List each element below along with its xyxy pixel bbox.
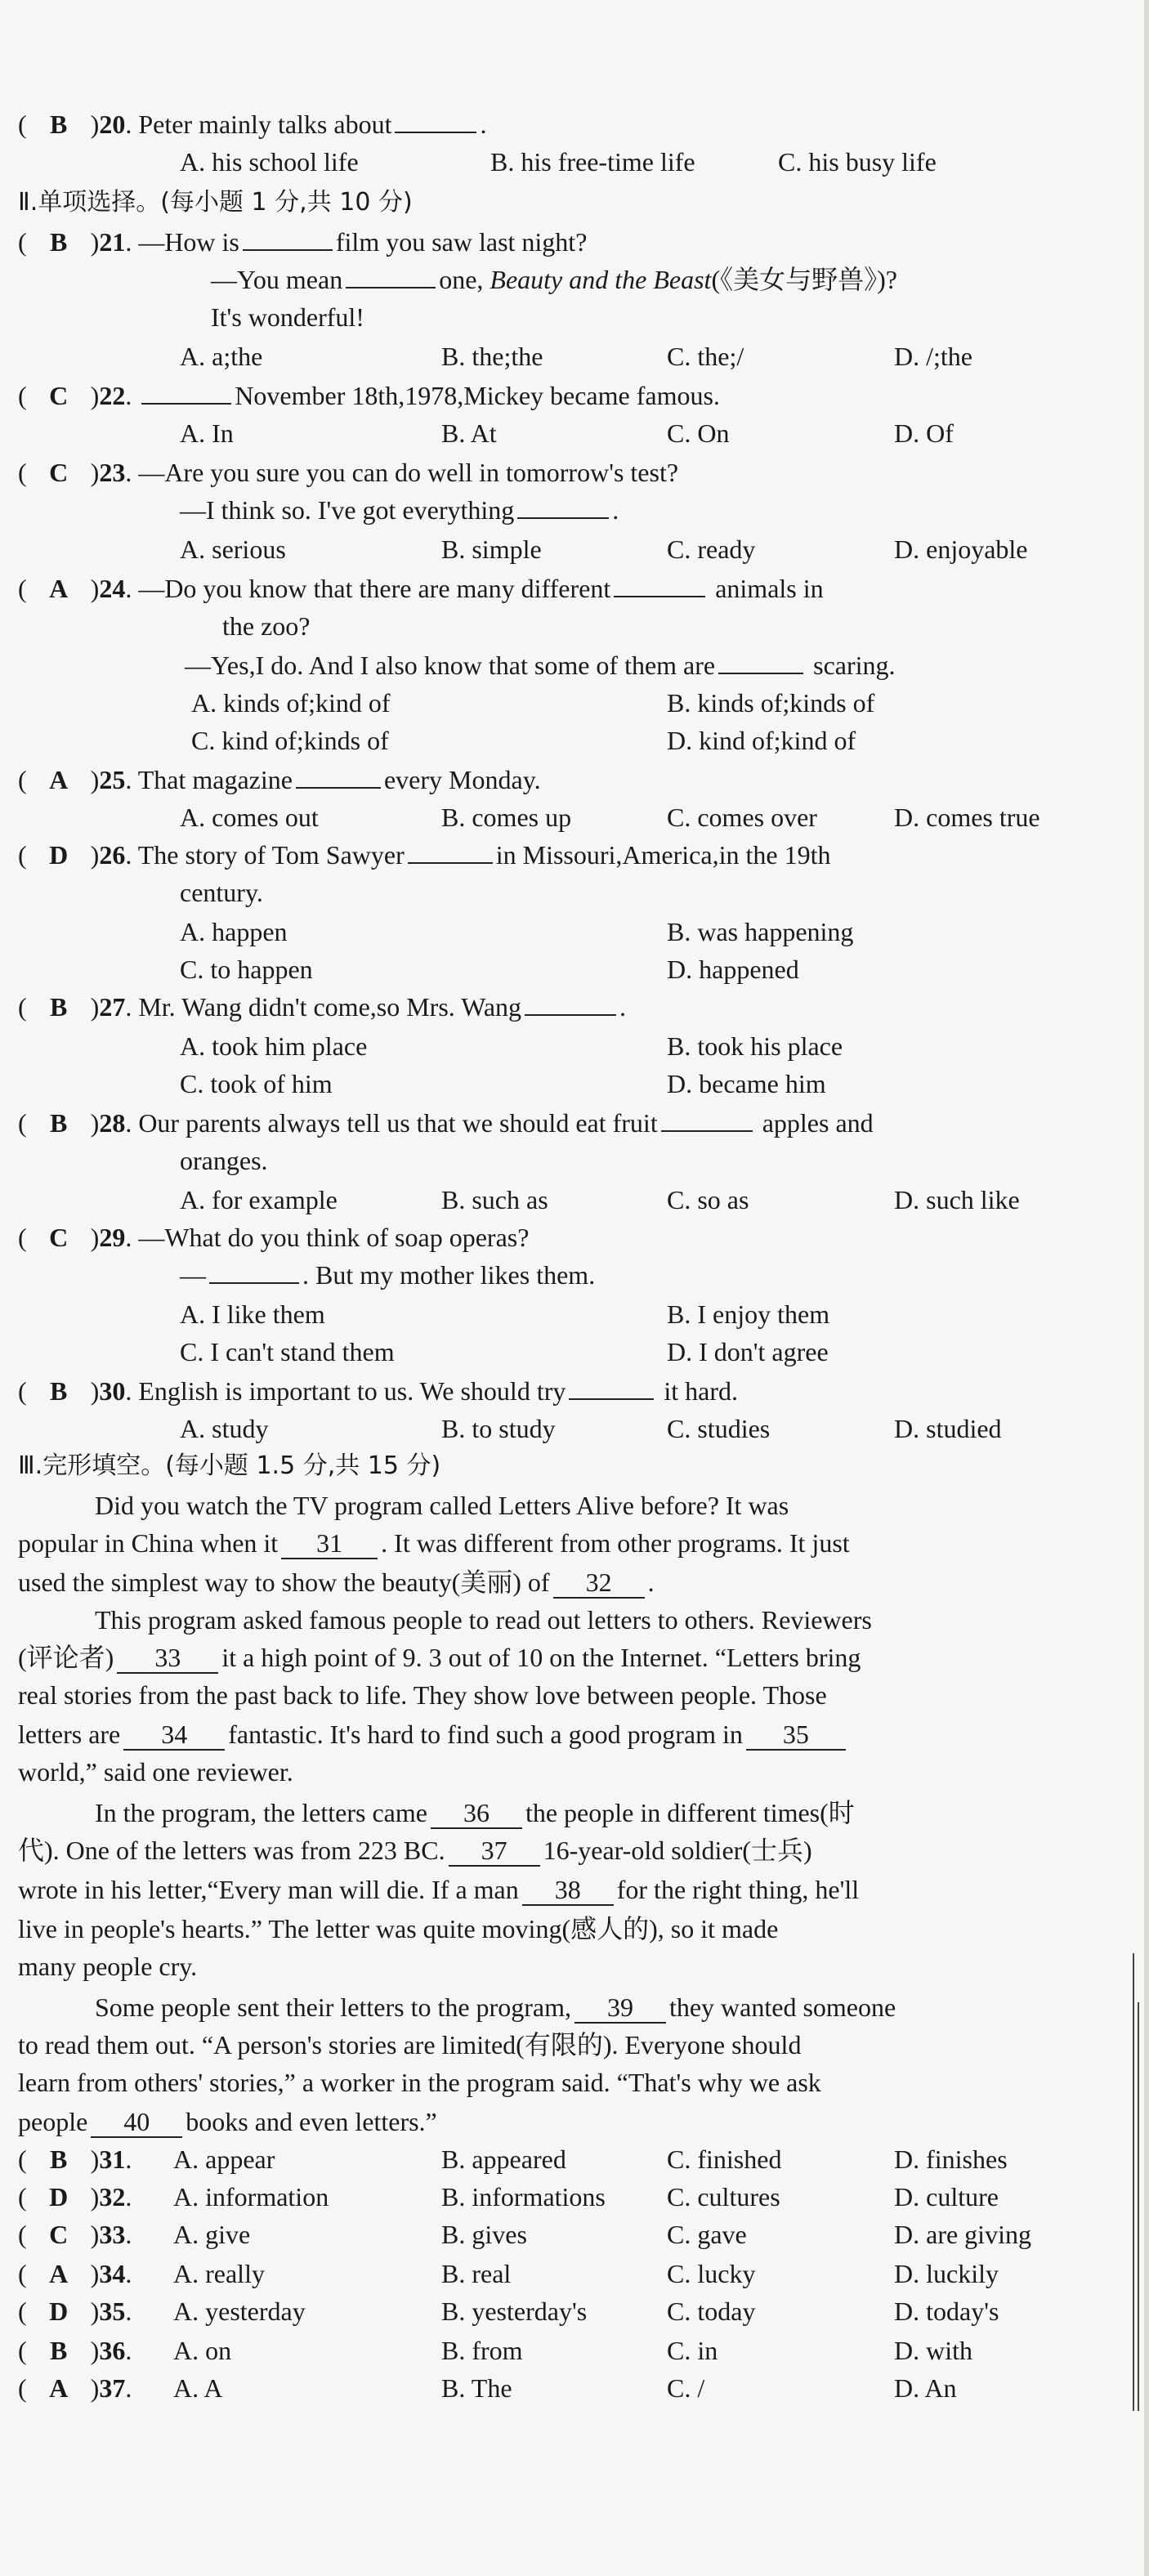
question-stem: every Monday.: [383, 765, 541, 794]
passage-line: [18, 1754, 1113, 1790]
question-number: 25: [99, 765, 126, 794]
passage-text: world,” said one reviewer.: [18, 1757, 293, 1787]
option-d: D. studied: [894, 1414, 1002, 1443]
passage-text: live in people's hearts.” The letter was quite moving(感人的), so it made: [18, 1914, 779, 1943]
passage-text: This program asked famous people to read out letters to others. Reviewers: [95, 1605, 872, 1635]
answer-blank: [209, 1258, 299, 1284]
question-stem: Our parents always tell us that we should eat fruit: [138, 1108, 658, 1138]
passage-line: [18, 1911, 1113, 1947]
dialogue-line: —You mean: [211, 265, 343, 294]
option-c: C. in: [667, 2336, 718, 2365]
option-d: D. enjoyable: [894, 534, 1028, 564]
cloze-question-36: ( B )36. A. on B. from C. in D. with: [18, 2332, 1113, 2368]
question-26: ( D )26. The story of Tom Sawyer in Missouri,America,in the 19th: [18, 837, 1113, 873]
passage-text: used the simplest way to show the beauty(美丽) of: [18, 1568, 550, 1597]
adjacent-page-frame: [1138, 2002, 1141, 2411]
option-c: C. comes over: [667, 803, 817, 832]
passage-line: [18, 1639, 1113, 1675]
question-26-line2: [18, 874, 1113, 910]
passage-text: 16-year-old soldier(士兵): [543, 1836, 812, 1865]
answer-mark: D: [49, 2182, 69, 2212]
question-number: 33: [99, 2220, 126, 2249]
cloze-blank-35: 35: [746, 1720, 846, 1751]
option-a: A. information: [173, 2182, 329, 2212]
question-number: 20: [99, 110, 126, 139]
question-20: ( B )20. Peter mainly talks about .: [18, 106, 1113, 142]
passage-text: it a high point of 9. 3 out of 10 on the Internet. “Letters bring: [221, 1643, 861, 1672]
question-stem: English is important to us. We should try: [138, 1376, 566, 1406]
question-number: 36: [99, 2336, 126, 2365]
answer-mark: B: [49, 992, 68, 1022]
answer-mark: C: [49, 381, 69, 410]
passage-text: (评论者): [18, 1643, 114, 1672]
passage-text: 代). One of the letters was from 223 BC.: [18, 1836, 445, 1865]
option-a: A. kinds of;kind of: [191, 688, 391, 718]
question-24: ( A )24. —Do you know that there are many different animals in: [18, 570, 1113, 606]
option-a: A. his school life: [180, 147, 359, 177]
dialogue-line: scaring.: [813, 651, 896, 680]
option-d: D. are giving: [894, 2220, 1031, 2249]
dialogue-line: animals in: [715, 574, 824, 603]
passage-line: [18, 1989, 1113, 2025]
passage-text: popular in China when it: [18, 1528, 279, 1558]
option-d: D. An: [894, 2373, 957, 2403]
option-a: A. study: [180, 1414, 269, 1443]
cloze-blank-38: 38: [522, 1875, 614, 1906]
answer-mark: B: [49, 110, 68, 139]
option-a: A. really: [173, 2259, 265, 2288]
passage-line: [18, 2104, 1113, 2140]
answer-mark: B: [49, 1376, 68, 1406]
question-21: ( B )21. —How is film you saw last night?: [18, 224, 1113, 260]
answer-mark: D: [49, 840, 69, 870]
option-d: D. Of: [894, 418, 954, 448]
question-number: 21: [99, 227, 126, 257]
option-a: A. a;the: [180, 342, 263, 371]
passage-line: [18, 2064, 1113, 2100]
question-21-line3: [18, 299, 1113, 335]
cloze-question-35: ( D )35. A. yesterday B. yesterday's C. today D. today's: [18, 2293, 1113, 2329]
option-c: C. cultures: [667, 2182, 780, 2212]
question-stem: oranges.: [180, 1146, 268, 1175]
option-a: A. on: [173, 2336, 232, 2365]
answer-mark: A: [49, 574, 69, 603]
question-24-line2: [18, 608, 1113, 644]
option-b: B. the;the: [441, 342, 543, 371]
question-stem: it hard.: [664, 1376, 738, 1406]
passage-text: for the right thing, he'll: [616, 1875, 860, 1904]
passage-text: wrote in his letter,“Every man will die. If a man: [18, 1875, 519, 1904]
answer-mark: A: [49, 765, 69, 794]
cloze-question-37: ( A )37. A. A B. The C. / D. An: [18, 2370, 1113, 2406]
question-stem: apples and: [762, 1108, 874, 1138]
option-d: D. today's: [894, 2296, 999, 2326]
dialogue-line: —Do you know that there are many different: [138, 574, 611, 603]
option-b: B. his free-time life: [490, 147, 695, 177]
option-b: B. from: [441, 2336, 523, 2365]
option-b: B. took his place: [667, 1031, 843, 1061]
option-c: C. so as: [667, 1185, 749, 1214]
answer-blank: [141, 378, 231, 405]
option-c: C. On: [667, 418, 730, 448]
answer-mark: A: [49, 2373, 69, 2403]
option-a: A. comes out: [180, 803, 319, 832]
question-number: 23: [99, 458, 126, 487]
question-number: 32: [99, 2182, 126, 2212]
option-b: B. was happening: [667, 917, 854, 946]
passage-line: [18, 1832, 1113, 1868]
passage-text: they wanted someone: [668, 1992, 896, 2022]
answer-blank: [569, 1374, 654, 1400]
option-c: C. lucky: [667, 2259, 756, 2288]
option-d: D. finishes: [894, 2144, 1008, 2174]
dialogue-line: It's wonderful!: [211, 302, 364, 332]
dialogue-line: —What do you think of soap operas?: [138, 1223, 530, 1252]
question-number: 28: [99, 1108, 126, 1138]
question-number: 34: [99, 2259, 126, 2288]
question-number: 29: [99, 1223, 126, 1252]
answer-blank: [614, 571, 705, 597]
option-b: B. At: [441, 418, 497, 448]
dialogue-line: —: [180, 1260, 206, 1290]
answer-mark: B: [49, 227, 68, 257]
question-23-line2: —I think so. I've got everything .: [18, 492, 1113, 528]
answer-mark: C: [49, 1223, 69, 1252]
option-b: B. I enjoy them: [667, 1299, 830, 1329]
option-d: D. /;the: [894, 342, 972, 371]
cloze-blank-33: 33: [117, 1643, 218, 1674]
question-number: 31: [99, 2144, 126, 2174]
passage-text: books and even letters.”: [186, 2107, 437, 2136]
question-stem: Peter mainly talks about: [138, 110, 392, 139]
option-d: D. culture: [894, 2182, 999, 2212]
question-24-line3: [18, 647, 1113, 683]
option-b: B. informations: [441, 2182, 606, 2212]
question-28: ( B )28. Our parents always tell us that we should eat fruit apples and: [18, 1105, 1113, 1141]
passage-text: the people in different times(时: [525, 1798, 855, 1827]
passage-text: Some people sent their letters to the program,: [95, 1992, 571, 2022]
option-a: A. yesterday: [173, 2296, 306, 2326]
question-22: ( C )22. November 18th,1978,Mickey became famous.: [18, 378, 1113, 414]
passage-text: real stories from the past back to life. They show love between people. Those: [18, 1680, 827, 1710]
answer-blank: [661, 1106, 753, 1132]
passage-text: many people cry.: [18, 1952, 198, 1981]
passage-line: [18, 1602, 1113, 1638]
dialogue-line: one,: [439, 265, 484, 294]
cloze-blank-40: 40: [91, 2107, 182, 2138]
question-stem: century.: [180, 878, 263, 907]
option-a: A. give: [173, 2220, 251, 2249]
option-c: C. finished: [667, 2144, 782, 2174]
option-c: C. to happen: [180, 955, 313, 984]
option-d: D. I don't agree: [667, 1337, 829, 1366]
option-d: D. comes true: [894, 803, 1040, 832]
answer-mark: A: [49, 2259, 69, 2288]
question-number: 24: [99, 574, 126, 603]
question-number: 26: [99, 840, 126, 870]
option-c: C. today: [667, 2296, 756, 2326]
passage-line: [18, 1948, 1113, 1984]
film-title: Beauty and the Beast: [490, 265, 712, 294]
chinese-title: (《美女与野兽》)?: [711, 265, 897, 294]
answer-blank: [395, 107, 476, 133]
passage-text: . It was different from other programs. It just: [381, 1528, 850, 1558]
answer-mark: B: [49, 1108, 68, 1138]
question-stem: Mr. Wang didn't come,so Mrs. Wang: [138, 992, 522, 1022]
passage-line: [18, 1677, 1113, 1713]
passage-line: [18, 2027, 1113, 2063]
passage-text: to read them out. “A person's stories are limited(有限的). Everyone should: [18, 2030, 802, 2059]
option-b: B. such as: [441, 1185, 548, 1214]
dialogue-line: . But my mother likes them.: [302, 1260, 596, 1290]
section-2-title: Ⅱ.单项选择。(每小题 1 分,共 10 分): [18, 188, 413, 217]
cloze-blank-36: 36: [431, 1798, 522, 1829]
dialogue-line: —I think so. I've got everything: [180, 495, 515, 525]
cloze-question-34: ( A )34. A. really B. real C. lucky D. luckily: [18, 2256, 1113, 2292]
answer-blank: [408, 838, 493, 864]
question-stem: That magazine: [137, 765, 293, 794]
option-b: B. to study: [441, 1414, 556, 1443]
option-b: B. gives: [441, 2220, 527, 2249]
answer-mark: D: [49, 2296, 69, 2326]
answer-blank: [525, 990, 616, 1016]
question-stem: The story of Tom Sawyer: [137, 840, 405, 870]
question-number: 37: [99, 2373, 126, 2403]
question-stem: November 18th,1978,Mickey became famous.: [235, 381, 720, 410]
passage-text: Did you watch the TV program called Letters Alive before? It was: [95, 1491, 789, 1520]
option-c: C. studies: [667, 1414, 771, 1443]
option-a: A. appear: [173, 2144, 275, 2174]
cloze-blank-39: 39: [574, 1992, 666, 2024]
option-d: D. with: [894, 2336, 972, 2365]
option-b: B. simple: [441, 534, 542, 564]
option-b: B. real: [441, 2259, 512, 2288]
passage-line: [18, 1564, 1113, 1600]
cloze-blank-31: 31: [281, 1528, 378, 1559]
answer-blank: [296, 763, 381, 789]
passage-line: [18, 1525, 1113, 1561]
question-29-line2: [18, 1257, 1113, 1293]
option-b: B. comes up: [441, 803, 572, 832]
cloze-question-32: ( D )32. A. information B. informations C. cultures D. culture: [18, 2179, 1113, 2215]
dialogue-line: —How is: [138, 227, 239, 257]
option-b: B. yesterday's: [441, 2296, 588, 2326]
question-29: ( C )29. —What do you think of soap operas?: [18, 1223, 530, 1252]
option-c: C. /: [667, 2373, 705, 2403]
option-b: B. The: [441, 2373, 512, 2403]
option-c: C. his busy life: [778, 147, 937, 177]
answer-mark: C: [49, 458, 69, 487]
dialogue-line: film you saw last night?: [335, 227, 588, 257]
option-c: C. ready: [667, 534, 756, 564]
question-number: 35: [99, 2296, 126, 2326]
question-number: 27: [99, 992, 126, 1022]
question-number: 22: [99, 381, 126, 410]
passage-line: [18, 1795, 1113, 1831]
option-a: A. for example: [180, 1185, 338, 1214]
cloze-blank-37: 37: [449, 1836, 540, 1867]
question-25: ( A )25. That magazine every Monday.: [18, 762, 1113, 798]
question-30: ( B )30. English is important to us. We should try it hard.: [18, 1373, 1113, 1409]
passage-text: letters are: [18, 1720, 121, 1749]
answer-blank: [243, 225, 333, 251]
question-stem: in Missouri,America,in the 19th: [495, 840, 831, 870]
option-d: D. became him: [667, 1069, 826, 1098]
cloze-question-31: ( B )31. A. appear B. appeared C. finished D. finishes: [18, 2141, 1113, 2177]
option-c: C. gave: [667, 2220, 747, 2249]
answer-blank: [718, 648, 803, 674]
passage-line: [18, 1487, 1113, 1523]
section-3-title: Ⅲ.完形填空。(每小题 1.5 分,共 15 分): [18, 1451, 441, 1480]
passage-text: people: [18, 2107, 88, 2136]
option-d: D. such like: [894, 1185, 1020, 1214]
dialogue-line: the zoo?: [222, 611, 311, 641]
answer-mark: B: [49, 2336, 68, 2365]
dialogue-line: —Yes,I do. And I also know that some of them are: [185, 651, 716, 680]
option-a: A. I like them: [180, 1299, 325, 1329]
question-21-line2: [18, 262, 1113, 297]
cloze-blank-34: 34: [123, 1720, 225, 1751]
passage-text: fantastic. It's hard to find such a good program in: [228, 1720, 743, 1749]
question-number: 30: [99, 1376, 126, 1406]
answer-mark: C: [49, 2220, 69, 2249]
cloze-question-33: ( C )33. A. give B. gives C. gave D. are giving: [18, 2216, 1113, 2252]
passage-line: [18, 1716, 1113, 1752]
option-c: C. the;/: [667, 342, 744, 371]
option-d: D. kind of;kind of: [667, 726, 856, 755]
question-27: ( B )27. Mr. Wang didn't come,so Mrs. Wang .: [18, 989, 1113, 1025]
option-c: C. I can't stand them: [180, 1337, 395, 1366]
cloze-blank-32: 32: [553, 1568, 645, 1599]
passage-text: .: [647, 1568, 655, 1597]
answer-mark: B: [49, 2144, 68, 2174]
passage-text: In the program, the letters came: [95, 1798, 427, 1827]
option-c: C. took of him: [180, 1069, 333, 1098]
question-28-line2: [18, 1143, 1113, 1178]
option-a: A. In: [180, 418, 234, 448]
option-a: A. A: [173, 2373, 223, 2403]
dialogue-line: —Are you sure you can do well in tomorrow's test?: [138, 458, 679, 487]
option-d: D. happened: [667, 955, 799, 984]
option-a: A. serious: [180, 534, 286, 564]
option-a: A. took him place: [180, 1031, 368, 1061]
option-c: C. kind of;kinds of: [191, 726, 389, 755]
passage-text: learn from others' stories,” a worker in the program said. “That's why we ask: [18, 2068, 821, 2097]
option-d: D. luckily: [894, 2259, 999, 2288]
answer-blank: [517, 493, 609, 519]
question-23: ( C )23. —Are you sure you can do well in tomorrow's test?: [18, 458, 679, 487]
answer-blank: [346, 262, 436, 288]
option-b: B. appeared: [441, 2144, 566, 2174]
option-b: B. kinds of;kinds of: [667, 688, 875, 718]
passage-line: [18, 1872, 1113, 1907]
option-a: A. happen: [180, 917, 288, 946]
